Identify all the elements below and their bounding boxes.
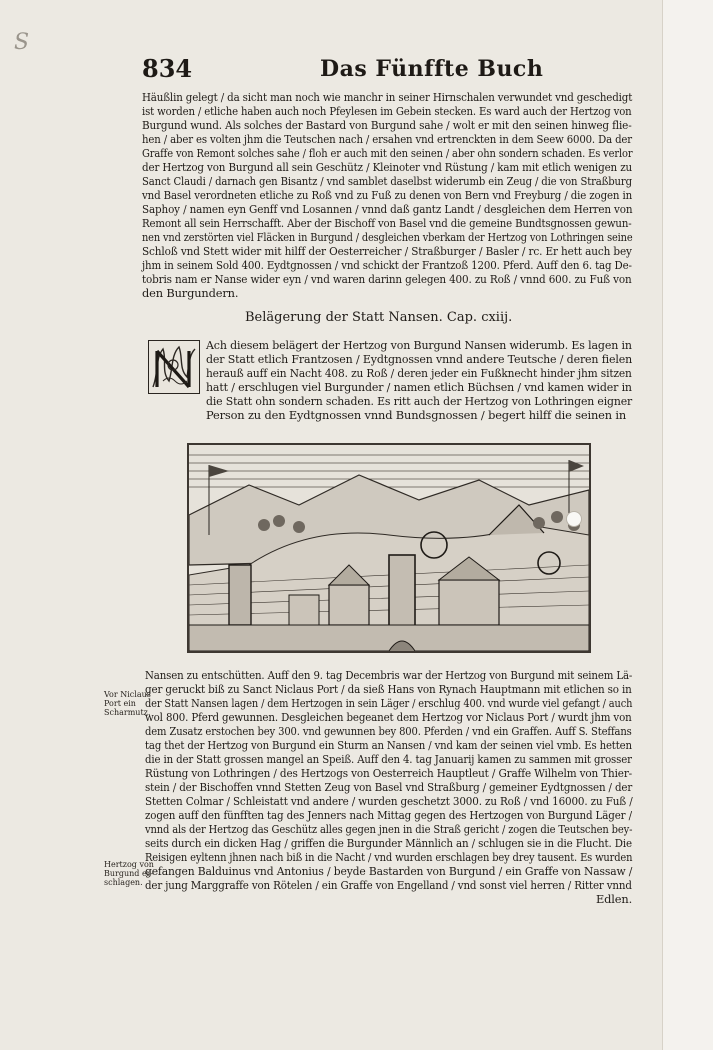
page-edge <box>662 0 713 1050</box>
text-line: ist worden / etliche haben auch noch Pfeylesen im Gebein stecken. Es ward auch der Hertzog von <box>142 104 632 118</box>
text-line: hatt / erschlugen viel Burgunder / namen etlich Büchsen / vnd kamen wider in <box>206 380 632 394</box>
decorated-initial-icon <box>148 340 200 394</box>
text-line: vnd Basel verordneten etliche zu Roß vnd zu Fuß zu denen von Bern vnd Freyburg / die zogen in <box>142 188 633 202</box>
text-line: der Statt Nansen lagen / dem Hertzogen in sein Läger / erschlug 400. vnd wurde viel gefangt / auch <box>145 696 633 710</box>
text-line: Ach diesem belägert der Hertzog von Burgund Nansen widerumb. Es lagen in <box>206 338 632 352</box>
text-line: Reisigen eyltenn jhnen nach biß in die Nacht / vnd wurden erschlagen bey drey tausent. Es wurden <box>145 850 633 864</box>
woodcut-illustration <box>187 443 591 653</box>
text-line: Person zu den Eydtgnossen vnnd Bundsgnossen / begert hilff die seinen in <box>206 408 627 422</box>
sidenote-line: Port ein <box>104 699 136 708</box>
text-line: Nansen zu entschütten. Auff den 9. tag Decembris war der Hertzog von Burgund mit seinem Lä- <box>145 668 633 682</box>
text-line: jhm in seinem Sold 400. Eydtgnossen / vnd schickt der Frantzoß 1200. Pferd. Auff den 6. tag De- <box>142 258 632 272</box>
text-line: gefangen Balduinus vnd Antonius / beyde Bastarden von Burgund / ein Graffe von Nassaw / <box>145 864 633 878</box>
text-line: der Statt etlich Frantzosen / Eydtgnossen vnnd andere Teutsche / deren fielen <box>206 352 633 366</box>
page-header <box>142 54 642 84</box>
sidenote-line: Scharmutz. <box>104 708 151 717</box>
text-line: vnnd als der Hertzog das Geschütz alles gegen jnen in die Straß gericht / zogen die Teutschen bey- <box>145 822 633 836</box>
pencil-mark: S <box>14 30 30 55</box>
text-line: Saphoy / namen eyn Genff vnd Losannen / vnnd daß gantz Landt / desgleichen dem Herren von <box>142 202 633 216</box>
sidenote-line: Vor Niclaus <box>104 690 151 699</box>
text-line: den Burgundern. <box>142 286 239 300</box>
text-line: Schloß vnd Stett wider mit hilff der Oesterreicher / Straßburger / Basler / rc. Er hett auch bey <box>142 244 632 258</box>
text-line: herauß auff ein Nacht 408. zu Roß / deren jeder ein Fußknecht hinder jhm sitzen <box>206 366 632 380</box>
text-line: Sanct Claudi / darnach gen Bisantz / vnd samblet daselbst widerumb ein Zeug / die von Straßburg <box>142 174 632 188</box>
text-line: tobris nam er Nanse wider eyn / vnd waren darinn gelegen 400. zu Roß / vnnd 600. zu Fuß von <box>142 272 632 286</box>
text-line: Remont all sein Herrschafft. Aber der Bischoff von Basel vnd die gemeine Bundtsgnossen gewun- <box>142 216 632 230</box>
sidenote-line: Hertzog von <box>104 860 154 869</box>
chapter-heading: Belägerung der Statt Nansen. Cap. cxiij. <box>245 310 513 325</box>
text-line: der Hertzog von Burgund all sein Geschütz / Kleinoter vnd Rüstung / kam mit etlich wenigen zu <box>142 160 633 174</box>
text-line: die Statt ohn sondern schaden. Es ritt auch der Hertzog von Lothringen eigner <box>206 394 633 408</box>
text-line: dem Zusatz erstochen bey 300. vnd gewunnen bey 800. Pferden / vnd ein Graffen. Auff S. Steffans <box>145 724 632 738</box>
text-line: hen / aber es volten jhm die Teutschen nach / ersahen vnd ertrenckten in dem Seew 6000. Da der <box>142 132 633 146</box>
text-line: nen vnd zerstörten viel Fläcken in Burgund / desgleichen vberkam der Hertzog von Lothringen seine <box>142 230 633 244</box>
text-line: die in der Statt grossen mangel an Speiß. Auff den 4. tag Januarij kamen zu sammen mit grosser <box>145 752 632 766</box>
sidenote-line: Burgund er- <box>104 869 154 878</box>
text-line: Häußlin gelegt / da sicht man noch wie manchr in seiner Hirnschalen verwundet vnd geschedigt <box>142 90 633 104</box>
sidenote-1 <box>104 690 151 717</box>
page-number: 834 <box>142 54 193 83</box>
text-line: seits durch ein dicken Hag / griffen die Burgunder Männlich an / schlugen sie in die Flucht. Die <box>145 836 632 850</box>
text-line: wol 800. Pferd gewunnen. Desgleichen begeanet dem Hertzog vor Niclaus Port / wurdt jhm von <box>145 710 632 724</box>
text-line: ger geruckt biß zu Sanct Niclaus Port / da sieß Hans von Rynach Hauptmann mit etlichen so in <box>145 682 632 696</box>
text-line: Burgund wund. Als solches der Bastard von Burgund sahe / wolt er mit den seinen hinweg flie- <box>142 118 632 132</box>
paper-hole <box>566 511 582 527</box>
running-title: Das Fünffte Buch <box>320 56 544 82</box>
text-line: stein / der Bischoffen vnnd Stetten Zeug von Basel vnd Straßburg / gemeiner Eydtgnossen / der <box>145 780 633 794</box>
sidenote-line: schlagen. <box>104 878 143 887</box>
text-line: tag thet der Hertzog von Burgund ein Sturm an Nansen / vnd kam der seinen viel vmb. Es hetten <box>145 738 632 752</box>
text-line: Rüstung von Lothringen / des Hertzogs von Oesterreich Hauptleut / Graffe Wilhelm von Thier- <box>145 766 633 780</box>
text-line: Graffe von Remont solches sahe / floh er auch mit den seinen / aber ohn sondern schaden. Es verlor <box>142 146 633 160</box>
text-line: der jung Marggraffe von Rötelen / ein Graffe von Engelland / vnd sonst viel herren / Ritter vnnd <box>145 878 632 892</box>
text-line: Stetten Colmar / Schleistatt vnd andere / wurden geschetzt 3000. zu Roß / vnd 16000. zu Fuß / <box>145 794 633 808</box>
text-line: zogen auff den fünfften tag des Jenners nach Mittag gegen des Hertzogen von Burgund Läger / <box>145 808 632 822</box>
text-line: Edlen. <box>596 892 633 906</box>
